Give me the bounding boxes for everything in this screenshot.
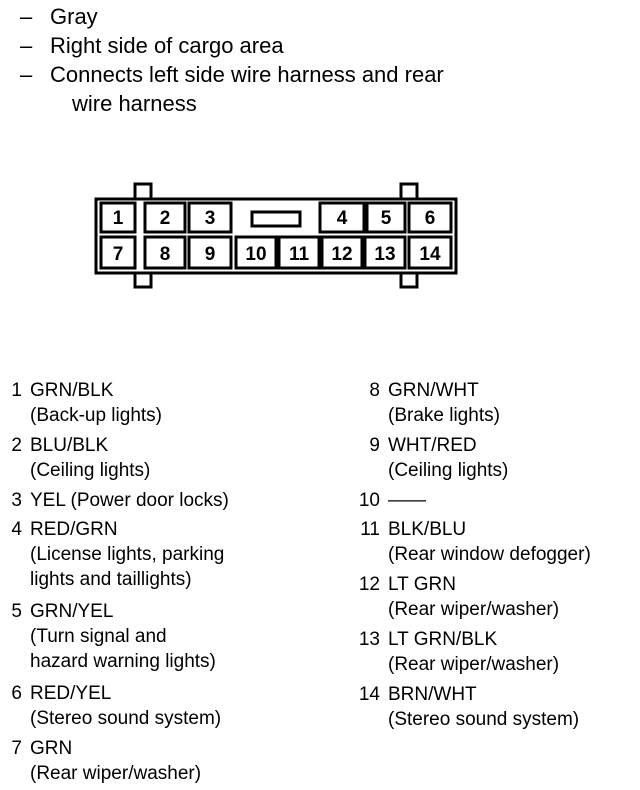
pin-label-8: 8 (159, 244, 171, 265)
pin-label-1: 1 (112, 208, 124, 229)
pin-label-6: 6 (424, 208, 436, 229)
pin-circuit: (Rear window defogger) (388, 544, 591, 565)
pin-circuit: (Turn signal and (30, 626, 167, 647)
pin-number: 12 (358, 574, 380, 595)
pin-label-3: 3 (204, 208, 216, 229)
connector-function-continued: wire harness (72, 91, 197, 116)
pin-wire-color: BLK/BLU (388, 519, 467, 540)
pin-label-5: 5 (380, 208, 392, 229)
pin-number: 4 (11, 519, 22, 540)
pin-wire-color: GRN/WHT (388, 380, 479, 401)
key-slot (252, 212, 300, 226)
pin-unused: —— (388, 490, 426, 511)
pin-circuit: (Back-up lights) (30, 405, 162, 426)
lock-tab-bottom-right (401, 273, 417, 287)
connector-location: Right side of cargo area (50, 33, 284, 58)
pin-wire-color: LT GRN (388, 574, 456, 595)
lock-tab-top-left (135, 184, 151, 199)
pin-label-10: 10 (245, 244, 267, 265)
pin-label-12: 12 (331, 244, 353, 265)
pin-circuit: (Brake lights) (388, 405, 500, 426)
pin-number: 3 (11, 490, 22, 511)
pin-wire-color: RED/GRN (30, 519, 118, 540)
connector-diagram (0, 0, 640, 300)
pin-wire-color: GRN/YEL (30, 601, 114, 622)
pin-number: 1 (11, 380, 22, 401)
pin-number: 14 (358, 684, 380, 705)
pin-number: 11 (360, 519, 380, 540)
pin-label-11: 11 (288, 244, 310, 265)
pin-circuit: (Stereo sound system) (30, 708, 222, 729)
connector-color: Gray (50, 4, 98, 29)
pin-wire-color: BRN/WHT (388, 684, 477, 705)
pin-wire-color: LT GRN/BLK (388, 629, 498, 650)
dash: – (20, 33, 33, 58)
pin-number: 2 (11, 435, 22, 456)
pin-circuit: (Rear wiper/washer) (30, 763, 202, 784)
pin-wire-color: BLU/BLK (30, 435, 109, 456)
pin-number: 6 (11, 683, 22, 704)
pin-wire-color: YEL (Power door locks) (30, 490, 229, 511)
pin-label-7: 7 (112, 244, 124, 265)
pin-circuit: lights and taillights) (30, 569, 192, 590)
pin-wire-color: GRN (30, 738, 73, 759)
lock-tab-top-right (401, 184, 417, 199)
pin-circuit: (Ceiling lights) (30, 460, 151, 481)
pin-circuit: hazard warning lights) (30, 651, 216, 672)
pin-circuit: (Stereo sound system) (388, 709, 580, 730)
pin-number: 8 (369, 380, 380, 401)
pin-circuit: (Ceiling lights) (388, 460, 509, 481)
pin-label-13: 13 (374, 244, 396, 265)
pin-wire-color: RED/YEL (30, 683, 112, 704)
pin-number: 5 (11, 601, 22, 622)
pin-circuit: (License lights, parking (30, 544, 225, 565)
pin-label-4: 4 (336, 208, 348, 229)
pin-number: 7 (11, 738, 22, 759)
pin-label-9: 9 (204, 244, 216, 265)
connector-function: Connects left side wire harness and rear (50, 62, 444, 87)
pin-number: 10 (358, 490, 380, 511)
pin-wire-color: WHT/RED (388, 435, 477, 456)
pin-number: 9 (369, 435, 380, 456)
dash: – (20, 4, 33, 29)
lock-tab-bottom-left (135, 273, 151, 287)
pin-label-14: 14 (419, 244, 441, 265)
pin-circuit: (Rear wiper/washer) (388, 599, 560, 620)
pin-wire-color: GRN/BLK (30, 380, 114, 401)
pin-circuit: (Rear wiper/washer) (388, 654, 560, 675)
pin-label-2: 2 (159, 208, 171, 229)
pin-number: 13 (358, 629, 380, 650)
dash: – (20, 62, 33, 87)
